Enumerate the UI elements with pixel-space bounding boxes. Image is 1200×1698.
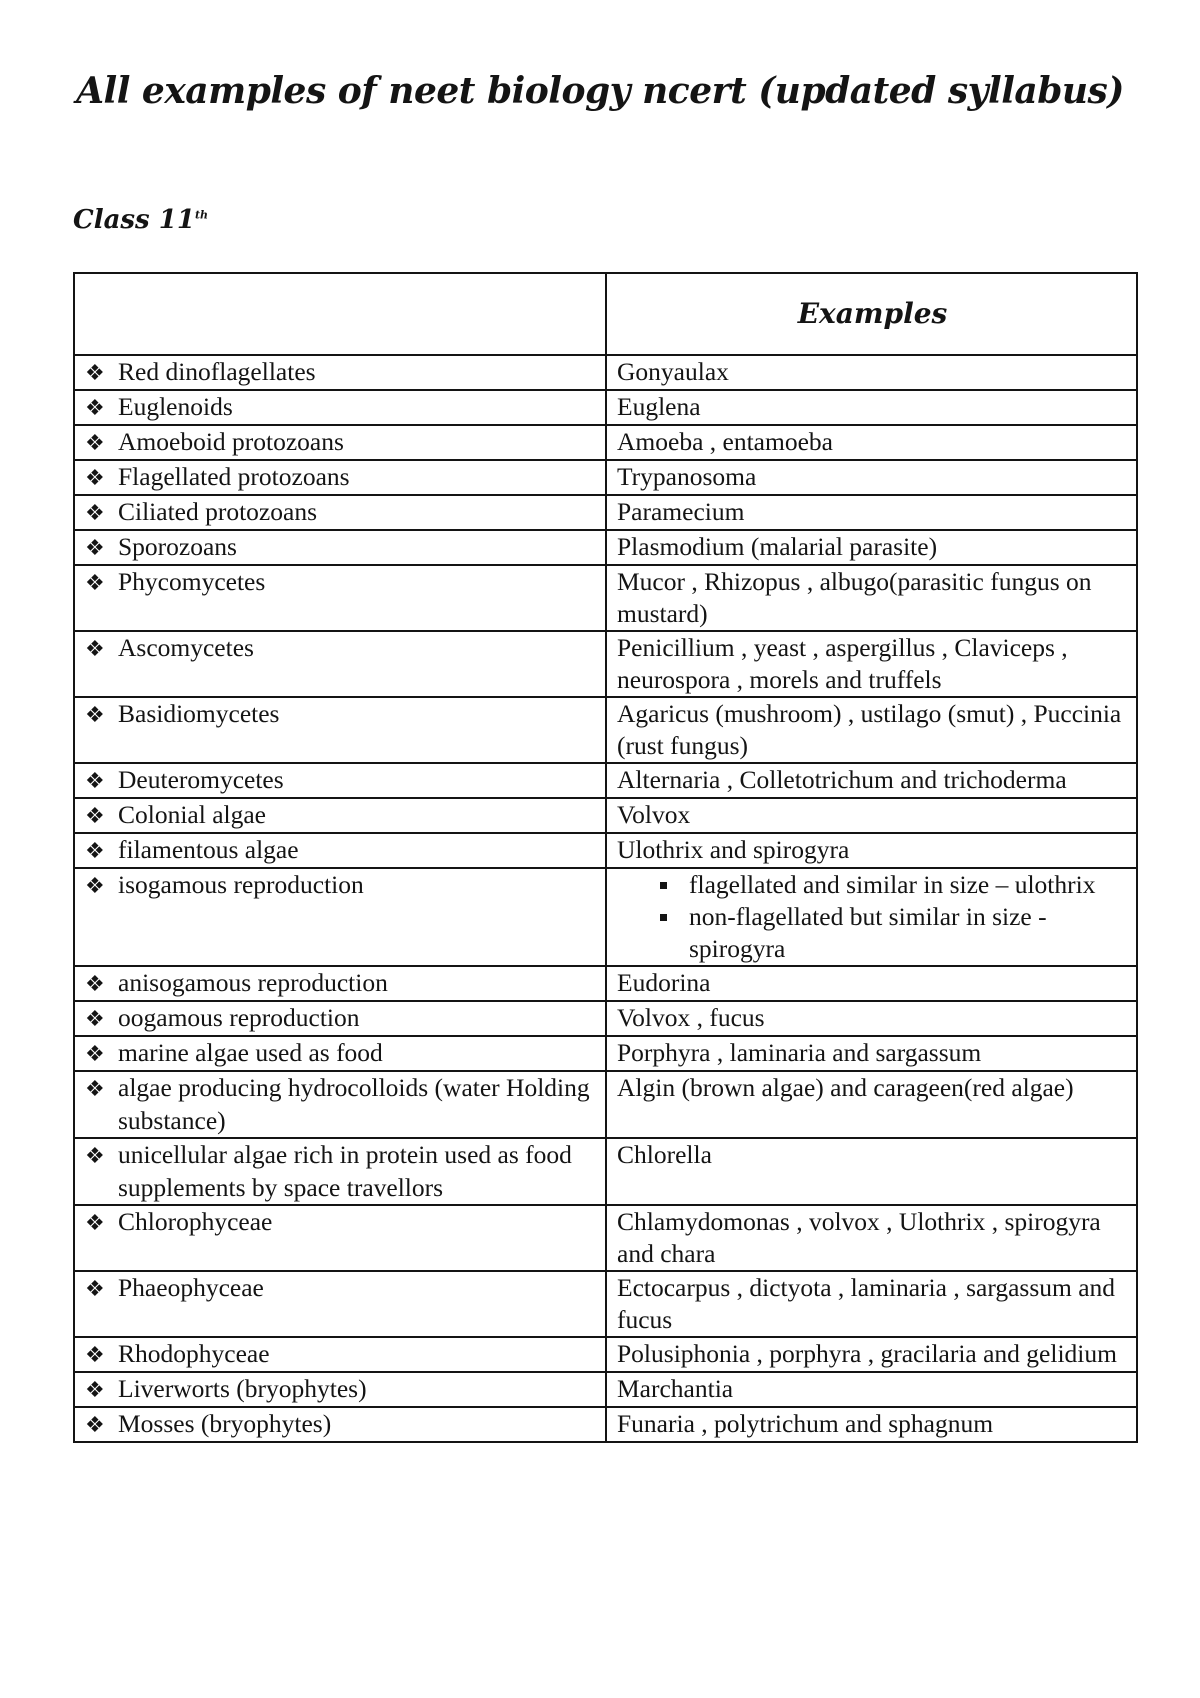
category-text: oogamous reproduction (118, 1003, 360, 1032)
example-cell (606, 495, 1137, 530)
category-cell (74, 390, 606, 425)
category-text: Sporozoans (118, 532, 237, 561)
category-cell (74, 697, 606, 763)
category-text: Ascomycetes (118, 633, 254, 662)
category-text: unicellular algae rich in protein used as food supplements by space travellors (118, 1140, 572, 1202)
category-cell (74, 530, 606, 565)
category-cell (74, 1372, 606, 1407)
diamond-dots-bullet-icon: ❖ (85, 1412, 105, 1437)
example-cell (606, 1205, 1137, 1271)
table-row (74, 530, 1137, 565)
example-cell (606, 530, 1137, 565)
diamond-dots-bullet-icon: ❖ (85, 702, 105, 727)
table-row (74, 697, 1137, 763)
header-examples-cell: Examples (606, 273, 1137, 355)
example-text: Funaria , polytrichum and sphagnum (617, 1409, 994, 1438)
table-row (74, 833, 1137, 868)
example-subitem: flagellated and similar in size – ulothrix (649, 869, 1128, 901)
examples-table (73, 272, 1138, 1443)
example-cell (606, 631, 1137, 697)
example-text: Penicillium , yeast , aspergillus , Claviceps , neurospora , morels and truffels (617, 633, 1068, 694)
table-row (74, 460, 1137, 495)
example-cell (606, 1036, 1137, 1071)
diamond-dots-bullet-icon: ❖ (85, 838, 105, 863)
example-subitem: non-flagellated but similar in size - spirogyra (649, 901, 1128, 965)
table-row (74, 868, 1137, 966)
category-cell (74, 425, 606, 460)
table-row (74, 495, 1137, 530)
category-line (85, 698, 597, 731)
category-text: algae producing hydrocolloids (water Holding substance) (118, 1073, 590, 1135)
diamond-dots-bullet-icon: ❖ (85, 535, 105, 560)
table-row (74, 425, 1137, 460)
table-row (74, 631, 1137, 697)
category-line (85, 799, 597, 832)
example-text: Volvox (617, 800, 691, 829)
example-cell (606, 1337, 1137, 1372)
example-text: Mucor , Rhizopus , albugo(parasitic fungus on mustard) (617, 567, 1092, 628)
example-sublist (617, 869, 1128, 965)
category-text: Liverworts (bryophytes) (118, 1374, 367, 1403)
category-line (85, 834, 597, 867)
category-text: isogamous reproduction (118, 870, 364, 899)
category-text: Chlorophyceae (118, 1207, 273, 1236)
category-text: filamentous algae (118, 835, 299, 864)
table-row (74, 390, 1137, 425)
table-row (74, 1407, 1137, 1442)
category-text: Ciliated protozoans (118, 497, 317, 526)
category-line (85, 967, 597, 1000)
table-row (74, 1138, 1137, 1205)
example-cell (606, 425, 1137, 460)
category-cell (74, 460, 606, 495)
example-text: Paramecium (617, 497, 745, 526)
category-line (85, 1072, 597, 1137)
example-text: Euglena (617, 392, 701, 421)
example-text: Trypanosoma (617, 462, 757, 491)
table-row (74, 763, 1137, 798)
category-line (85, 391, 597, 424)
diamond-dots-bullet-icon: ❖ (85, 768, 105, 793)
category-line (85, 1408, 597, 1441)
diamond-dots-bullet-icon: ❖ (85, 1041, 105, 1066)
table-row (74, 1271, 1137, 1337)
diamond-dots-bullet-icon: ❖ (85, 360, 105, 385)
example-text: Chlorella (617, 1140, 712, 1169)
category-cell (74, 565, 606, 631)
example-cell (606, 833, 1137, 868)
diamond-dots-bullet-icon: ❖ (85, 636, 105, 661)
example-text: Plasmodium (malarial parasite) (617, 532, 938, 561)
category-line (85, 1206, 597, 1239)
category-text: Amoeboid protozoans (118, 427, 344, 456)
example-text: Ectocarpus , dictyota , laminaria , sargassum and fucus (617, 1273, 1116, 1334)
category-line (85, 566, 597, 599)
category-cell (74, 966, 606, 1001)
category-cell (74, 833, 606, 868)
category-text: Deuteromycetes (118, 765, 284, 794)
category-cell (74, 798, 606, 833)
class-heading (73, 205, 208, 235)
category-cell (74, 868, 606, 966)
category-line (85, 632, 597, 665)
diamond-dots-bullet-icon: ❖ (85, 873, 105, 898)
example-text: Agaricus (mushroom) , ustilago (smut) , Puccinia (rust fungus) (617, 699, 1122, 760)
example-cell (606, 868, 1137, 966)
category-line (85, 1272, 597, 1305)
example-text: Marchantia (617, 1374, 734, 1403)
example-text: Gonyaulax (617, 357, 729, 386)
category-cell (74, 1337, 606, 1372)
diamond-dots-bullet-icon: ❖ (85, 971, 105, 996)
category-line (85, 869, 597, 902)
example-cell (606, 1372, 1137, 1407)
category-line (85, 1373, 597, 1406)
example-text: Ulothrix and spirogyra (617, 835, 850, 864)
category-cell (74, 1001, 606, 1036)
category-text: Phaeophyceae (118, 1273, 264, 1302)
category-text: Phycomycetes (118, 567, 266, 596)
example-text: Polusiphonia , porphyra , gracilaria and gelidium (617, 1339, 1117, 1368)
example-cell (606, 1001, 1137, 1036)
example-cell (606, 565, 1137, 631)
class-heading-suffix: th (194, 208, 209, 222)
diamond-dots-bullet-icon: ❖ (85, 1377, 105, 1402)
example-cell (606, 1407, 1137, 1442)
category-text: Red dinoflagellates (118, 357, 316, 386)
example-text: Chlamydomonas , volvox , Ulothrix , spirogyra and chara (617, 1207, 1101, 1268)
table-row (74, 1372, 1137, 1407)
category-cell (74, 1205, 606, 1271)
category-text: Rhodophyceae (118, 1339, 270, 1368)
table-row (74, 355, 1137, 390)
diamond-dots-bullet-icon: ❖ (85, 803, 105, 828)
category-text: Mosses (bryophytes) (118, 1409, 332, 1438)
table-row (74, 1001, 1137, 1036)
example-text: Porphyra , laminaria and sargassum (617, 1038, 982, 1067)
header-category-cell (74, 273, 606, 355)
category-text: anisogamous reproduction (118, 968, 388, 997)
example-cell (606, 460, 1137, 495)
example-text: Alternaria , Colletotrichum and trichoderma (617, 765, 1067, 794)
category-line (85, 1139, 597, 1204)
diamond-dots-bullet-icon: ❖ (85, 395, 105, 420)
category-text: Euglenoids (118, 392, 233, 421)
example-cell (606, 966, 1137, 1001)
category-text: Basidiomycetes (118, 699, 280, 728)
category-cell (74, 495, 606, 530)
category-line (85, 356, 597, 389)
diamond-dots-bullet-icon: ❖ (85, 1143, 105, 1168)
example-text: Volvox , fucus (617, 1003, 765, 1032)
diamond-dots-bullet-icon: ❖ (85, 500, 105, 525)
category-cell (74, 1407, 606, 1442)
diamond-dots-bullet-icon: ❖ (85, 465, 105, 490)
diamond-dots-bullet-icon: ❖ (85, 1076, 105, 1101)
category-line (85, 426, 597, 459)
category-text: Colonial algae (118, 800, 266, 829)
example-text: Algin (brown algae) and carageen(red algae) (617, 1073, 1074, 1102)
table-row (74, 798, 1137, 833)
table-row (74, 1071, 1137, 1138)
category-cell (74, 1036, 606, 1071)
example-cell (606, 798, 1137, 833)
example-cell (606, 355, 1137, 390)
diamond-dots-bullet-icon: ❖ (85, 430, 105, 455)
table-row (74, 1205, 1137, 1271)
diamond-dots-bullet-icon: ❖ (85, 570, 105, 595)
category-line (85, 1002, 597, 1035)
category-cell (74, 1071, 606, 1138)
category-line (85, 1037, 597, 1070)
example-text: Amoeba , entamoeba (617, 427, 833, 456)
table-header-row (74, 273, 1137, 355)
example-text: Eudorina (617, 968, 711, 997)
example-cell (606, 390, 1137, 425)
example-cell (606, 1271, 1137, 1337)
diamond-dots-bullet-icon: ❖ (85, 1210, 105, 1235)
diamond-dots-bullet-icon: ❖ (85, 1006, 105, 1031)
category-cell (74, 763, 606, 798)
category-text: Flagellated protozoans (118, 462, 350, 491)
table-row (74, 565, 1137, 631)
diamond-dots-bullet-icon: ❖ (85, 1342, 105, 1367)
category-cell (74, 1138, 606, 1205)
table-row (74, 966, 1137, 1001)
diamond-dots-bullet-icon: ❖ (85, 1276, 105, 1301)
example-cell (606, 697, 1137, 763)
category-line (85, 1338, 597, 1371)
category-cell (74, 631, 606, 697)
category-cell (74, 1271, 606, 1337)
category-text: marine algae used as food (118, 1038, 383, 1067)
category-line (85, 496, 597, 529)
document-title: All examples of neet biology ncert (updated syllabus) (76, 70, 1124, 112)
table-row (74, 1036, 1137, 1071)
table-row (74, 1337, 1137, 1372)
example-cell (606, 1071, 1137, 1138)
class-heading-text: Class 11 (73, 205, 195, 235)
category-cell (74, 355, 606, 390)
category-line (85, 461, 597, 494)
example-cell (606, 763, 1137, 798)
category-line (85, 764, 597, 797)
category-line (85, 531, 597, 564)
example-cell (606, 1138, 1137, 1205)
